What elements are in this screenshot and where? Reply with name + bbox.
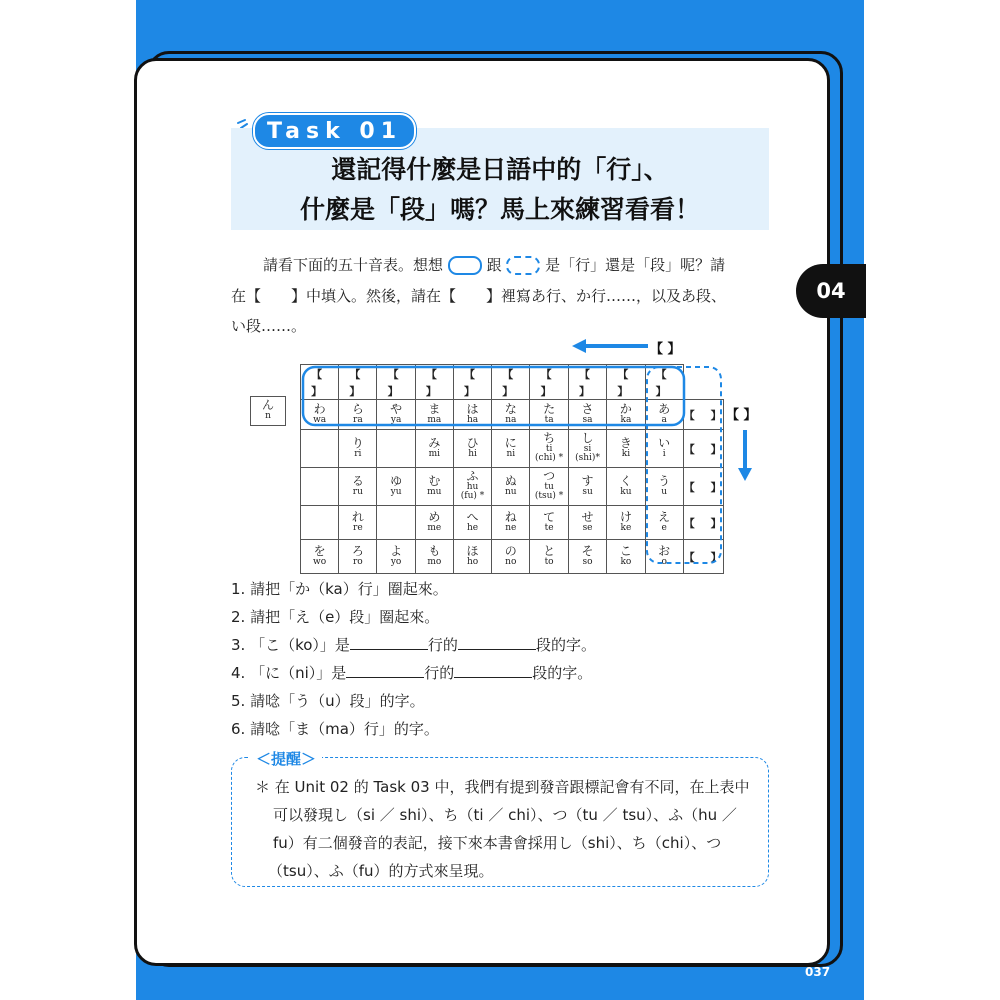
kana-cell xyxy=(530,399,568,429)
kana-romaji: mo xyxy=(427,556,442,567)
kana-romaji: so xyxy=(582,556,593,567)
kana-romaji: mi xyxy=(428,448,441,459)
bracket-cell xyxy=(530,365,568,400)
kana-cell xyxy=(377,429,415,467)
kana-cell xyxy=(568,429,607,467)
kana-char: ん xyxy=(261,398,274,412)
kana-cell xyxy=(377,505,415,539)
tip-line-3: fu）有二個發音的表記，接下來本書會採用し（shi）、ち（chi）、つ xyxy=(273,834,722,852)
kana-romaji: ka xyxy=(620,414,632,425)
kana-romaji: tu xyxy=(544,481,554,492)
row-bracket-cell xyxy=(683,429,728,467)
kana-cell xyxy=(301,505,339,539)
bracket-cell xyxy=(301,365,339,400)
kana-char: ひ xyxy=(466,436,479,451)
kana-char: け xyxy=(619,510,632,525)
answer-bracket: 【 】 xyxy=(579,368,597,398)
kana-char: す xyxy=(581,474,594,489)
kana-char: を xyxy=(313,544,326,559)
kana-cell xyxy=(301,467,339,505)
kana-char: い xyxy=(658,436,671,451)
bracket-cell xyxy=(415,365,453,400)
kana-char: れ xyxy=(351,510,364,525)
kana-cell xyxy=(492,399,530,429)
kana-cell xyxy=(530,429,568,467)
kana-cell xyxy=(415,539,453,573)
answer-bracket: 【 】 xyxy=(349,368,367,398)
down-arrow-icon xyxy=(737,430,753,482)
kana-char: し xyxy=(581,431,594,446)
kana-char: ち xyxy=(543,431,556,446)
solid-outline-icon xyxy=(448,256,482,275)
kana-char: へ xyxy=(466,510,479,525)
answer-bracket: 【 】 xyxy=(387,368,405,398)
kana-cell xyxy=(339,399,377,429)
kana-char: せ xyxy=(581,510,594,525)
question-text: 5. 請唸「う（u）段」的字。 xyxy=(231,692,425,710)
tip-line-4: （tsu）、ふ（fu）的方式來呈現。 xyxy=(268,862,494,880)
kana-romaji: hi xyxy=(468,448,477,459)
answer-bracket: 【 】 xyxy=(464,368,482,398)
kana-romaji: sa xyxy=(582,414,593,425)
kana-romaji: re xyxy=(353,522,363,533)
bracket-cell xyxy=(645,365,683,400)
kana-cell xyxy=(568,505,607,539)
kana-cell xyxy=(377,467,415,505)
kana-char: ら xyxy=(351,402,364,417)
kana-cell xyxy=(492,539,530,573)
kana-cell xyxy=(453,399,491,429)
kana-romaji: yu xyxy=(390,486,402,497)
tip-line-1: ＊ 在 Unit 02 的 Task 03 中，我們有提到發音跟標記會有不同，在上表中 xyxy=(255,778,750,796)
task-badge: Task 01 xyxy=(253,113,416,149)
chapter-number: 04 xyxy=(816,279,846,303)
gojuon-table xyxy=(300,364,728,574)
kana-romaji: e xyxy=(661,522,667,533)
question-1 xyxy=(231,578,448,599)
question-text: 段的字。 xyxy=(535,636,596,654)
kana-romaji: ti xyxy=(545,443,553,454)
answer-bracket: 【 】 xyxy=(683,550,728,564)
kana-cell xyxy=(492,467,530,505)
title-line-2: 什麼是「段」嗎？馬上來練習看看！ xyxy=(299,195,700,224)
kana-alt-romaji: (shi)* xyxy=(575,453,600,464)
answer-bracket: 【 】 xyxy=(617,368,635,398)
answer-blank[interactable] xyxy=(454,663,532,678)
bracket-cell xyxy=(607,365,645,400)
kana-cell xyxy=(492,505,530,539)
kana-romaji: he xyxy=(466,522,479,533)
kana-alt-romaji: (chi) * xyxy=(535,453,564,464)
kana-romaji: no xyxy=(505,556,517,567)
kana-romaji: ru xyxy=(352,486,363,497)
kana-romaji: na xyxy=(505,414,517,425)
kana-romaji: ni xyxy=(506,448,516,459)
kana-char: ろ xyxy=(351,544,364,559)
kana-cell xyxy=(607,505,645,539)
kana-romaji: se xyxy=(582,522,593,533)
kana-char: き xyxy=(619,436,632,451)
kana-char: か xyxy=(619,402,632,417)
kana-cell xyxy=(492,429,530,467)
intro-line-1 xyxy=(263,254,803,275)
kana-cell xyxy=(607,399,645,429)
kana-cell xyxy=(339,429,377,467)
kana-cell xyxy=(453,505,491,539)
answer-bracket: 【 】 xyxy=(655,368,673,398)
kana-cell xyxy=(415,399,453,429)
kana-romaji: ri xyxy=(354,448,362,459)
kana-char: や xyxy=(390,402,403,417)
kana-char: ま xyxy=(428,402,441,417)
kana-cell xyxy=(301,539,339,573)
kana-char: ね xyxy=(504,510,517,525)
kana-cell xyxy=(339,467,377,505)
bracket-cell xyxy=(568,365,607,400)
kana-romaji: ne xyxy=(505,522,517,533)
kana-cell xyxy=(645,505,683,539)
question-2 xyxy=(231,606,439,627)
kana-romaji: te xyxy=(544,522,554,533)
bracket-cell xyxy=(492,365,530,400)
accent-mark-icon xyxy=(236,113,252,129)
kana-char: ほ xyxy=(466,544,479,559)
kana-romaji: ha xyxy=(466,414,479,425)
column-direction-bracket: 【 】 xyxy=(726,408,757,423)
question-5 xyxy=(231,690,425,711)
kana-char: わ xyxy=(313,402,326,417)
kana-cell xyxy=(453,539,491,573)
intro-text-c: 是「行」還是「段」呢？請 xyxy=(545,256,726,274)
kana-char: つ xyxy=(543,469,556,484)
question-text: 1. 請把「か（ka）行」圈起來。 xyxy=(231,580,448,598)
answer-blank[interactable] xyxy=(346,663,424,678)
kana-char: も xyxy=(428,544,441,559)
kana-char: は xyxy=(466,402,479,417)
question-text: 3. 「こ（ko）」是 xyxy=(231,636,350,654)
kana-romaji: a xyxy=(661,414,667,425)
kana-romaji: o xyxy=(661,556,667,567)
kana-char: ふ xyxy=(466,469,479,484)
kana-romaji: mu xyxy=(427,486,442,497)
answer-blank[interactable] xyxy=(350,635,428,650)
kana-char: よ xyxy=(390,544,403,559)
answer-bracket: 【 】 xyxy=(683,480,728,494)
kana-char: う xyxy=(658,474,671,489)
bracket-cell xyxy=(377,365,415,400)
kana-romaji: hu xyxy=(466,481,479,492)
dashed-outline-icon xyxy=(506,256,540,275)
kana-cell xyxy=(568,399,607,429)
question-text: 行的 xyxy=(424,664,455,682)
answer-bracket: 【 】 xyxy=(425,368,443,398)
kana-cell xyxy=(607,539,645,573)
kana-romaji: ta xyxy=(544,414,554,425)
answer-bracket: 【 】 xyxy=(502,368,520,398)
kana-char: る xyxy=(351,474,364,489)
kana-cell xyxy=(339,539,377,573)
kana-cell xyxy=(530,467,568,505)
kana-char: り xyxy=(351,436,364,451)
kana-cell xyxy=(645,429,683,467)
kana-romaji: nu xyxy=(504,486,517,497)
kana-romaji: wo xyxy=(313,556,327,567)
kana-char: た xyxy=(543,402,556,417)
intro-line-3: い段……。 xyxy=(231,317,307,335)
kana-romaji: ki xyxy=(621,448,631,459)
question-3 xyxy=(231,634,596,655)
kana-char: あ xyxy=(658,402,671,417)
kana-char: な xyxy=(504,402,517,417)
tip-title: ＜提醒＞ xyxy=(250,748,322,769)
kana-char: お xyxy=(658,544,671,559)
kana-romaji: ra xyxy=(353,414,363,425)
kana-romaji: yo xyxy=(390,556,402,567)
page-number: 037 xyxy=(805,965,831,979)
row-bracket-cell xyxy=(683,467,728,505)
kana-cell xyxy=(568,539,607,573)
bracket-cell xyxy=(453,365,491,400)
tip-line-2: 可以發現し（si ／ shi）、ち（ti ／ chi）、つ（tu ／ tsu）、ふ（hu ／ xyxy=(273,806,737,824)
kana-romaji: ro xyxy=(352,556,363,567)
kana-char: に xyxy=(504,436,517,451)
kana-cell xyxy=(607,467,645,505)
row-direction-bracket: 【 】 xyxy=(650,342,681,357)
kana-romaji: ko xyxy=(620,556,632,567)
kana-romaji: i xyxy=(662,448,666,459)
kana-char: む xyxy=(428,474,441,489)
answer-bracket: 【 】 xyxy=(683,408,728,422)
kana-char: く xyxy=(619,474,632,489)
question-text: 2. 請把「え（e）段」圈起來。 xyxy=(231,608,440,626)
kana-cell xyxy=(453,429,491,467)
kana-char: み xyxy=(428,436,441,451)
kana-alt-romaji: (fu) * xyxy=(460,491,485,502)
kana-romaji: si xyxy=(583,443,592,454)
kana-alt-romaji: (tsu) * xyxy=(534,491,564,502)
kana-romaji: ho xyxy=(466,556,479,567)
kana-char: ぬ xyxy=(504,474,517,489)
intro-text-a: 請看下面的五十音表。想想 xyxy=(263,256,444,274)
left-arrow-icon xyxy=(572,338,652,354)
intro-text-b: 跟 xyxy=(486,256,502,274)
kana-char: こ xyxy=(619,544,632,559)
kana-romaji: ke xyxy=(620,522,632,533)
kana-cell xyxy=(645,539,683,573)
kana-cell xyxy=(415,505,453,539)
answer-bracket: 【 】 xyxy=(540,368,558,398)
kana-char: と xyxy=(543,544,556,559)
kana-romaji: ya xyxy=(390,414,402,425)
kana-cell xyxy=(377,539,415,573)
kana-cell xyxy=(301,429,339,467)
kana-cell xyxy=(415,467,453,505)
kana-cell xyxy=(339,505,377,539)
kana-char: ゆ xyxy=(390,474,403,489)
bracket-cell xyxy=(339,365,377,400)
kana-romaji: ku xyxy=(620,486,632,497)
question-text: 段的字。 xyxy=(532,664,593,682)
kana-char: て xyxy=(543,510,556,525)
chapter-tab xyxy=(796,264,866,318)
kana-char: さ xyxy=(581,402,594,417)
question-4 xyxy=(231,662,592,683)
kana-romaji: me xyxy=(427,522,442,533)
kana-char: め xyxy=(428,510,441,525)
answer-blank[interactable] xyxy=(458,635,536,650)
kana-romaji: n xyxy=(265,410,271,421)
kana-cell-n xyxy=(250,396,286,426)
answer-bracket: 【 】 xyxy=(311,368,329,398)
title-line-1: 還記得什麼是日語中的「行」、 xyxy=(331,155,669,184)
kana-romaji: u xyxy=(661,486,668,497)
kana-romaji: su xyxy=(582,486,593,497)
kana-cell xyxy=(377,399,415,429)
answer-bracket: 【 】 xyxy=(683,442,728,456)
kana-romaji: to xyxy=(544,556,554,567)
kana-cell xyxy=(530,505,568,539)
kana-cell xyxy=(530,539,568,573)
kana-cell xyxy=(415,429,453,467)
kana-cell xyxy=(607,429,645,467)
kana-cell xyxy=(645,467,683,505)
kana-romaji: ma xyxy=(427,414,442,425)
row-bracket-cell xyxy=(683,399,728,429)
kana-cell xyxy=(645,399,683,429)
intro-line-2: 在【 】中填入。然後，請在【 】裡寫あ行、か行……，以及あ段、 xyxy=(231,287,727,305)
bracket-cell xyxy=(683,365,723,400)
row-bracket-cell xyxy=(683,505,728,539)
question-text: 行的 xyxy=(427,636,458,654)
answer-bracket: 【 】 xyxy=(683,516,728,530)
kana-char: え xyxy=(658,510,671,525)
kana-cell xyxy=(453,467,491,505)
row-bracket-cell xyxy=(683,539,728,573)
kana-romaji: wa xyxy=(313,414,327,425)
question-text: 6. 請唸「ま（ma）行」的字。 xyxy=(231,720,439,738)
kana-char: の xyxy=(504,544,517,559)
question-text: 4. 「に（ni）」是 xyxy=(231,664,347,682)
kana-cell xyxy=(301,399,339,429)
kana-cell xyxy=(568,467,607,505)
question-6 xyxy=(231,718,439,739)
kana-char: そ xyxy=(581,544,594,559)
